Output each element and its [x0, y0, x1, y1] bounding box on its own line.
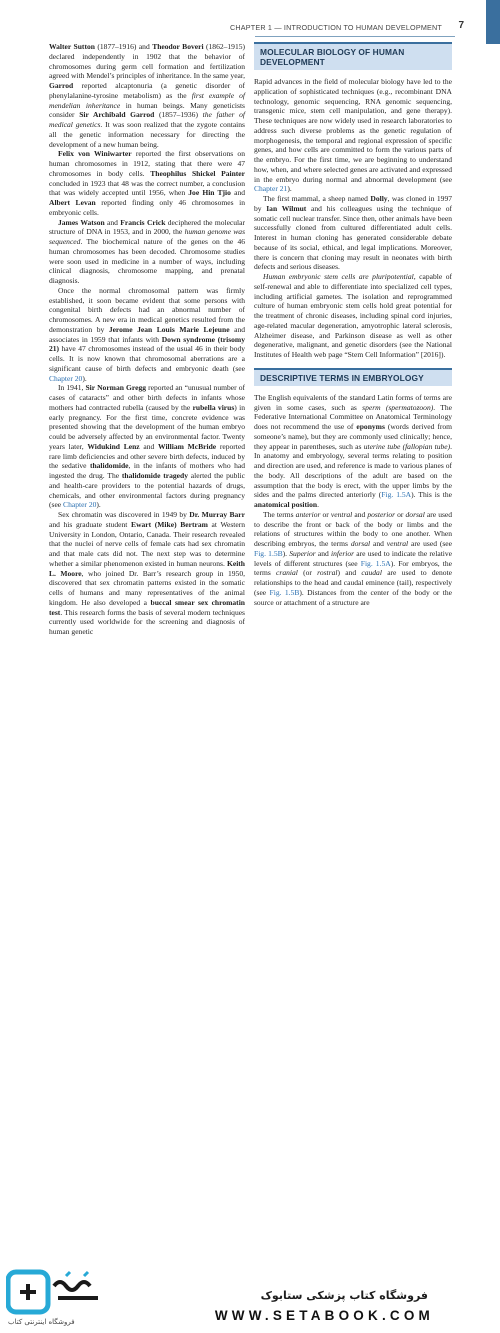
bold-term: eponyms — [356, 422, 385, 431]
bold-term: Walter Sutton — [49, 42, 95, 51]
cross-reference-link[interactable]: Fig. 1.5B — [269, 587, 300, 597]
bold-term: Keith L. Moore — [49, 558, 245, 578]
bold-term: Jerome Jean Louis Marie Lejeune — [108, 324, 230, 334]
bold-term: Theodor Boveri — [152, 42, 204, 51]
italic-term: Human embryonic stem cells are pluripotential — [263, 272, 414, 281]
italic-term: the father of medical genetics — [49, 110, 245, 129]
paragraph: The first mammal, a sheep named Dolly, was cloned in 1997 by Ian Wilmut and his colleagues using the technique of somatic cell nuclear transfer. Since then, other animals have been successfully cloned from cultured differentiated adult cells. Interest in human cloning has generated considerable debate because of its social, ethical, and legal implications. Moreover, there is concern that cloning may result in neonates with birth defects and serious diseases. — [254, 194, 452, 272]
page-footer — [0, 632, 500, 1326]
italic-term: posterior — [367, 509, 396, 519]
italic-term: first example of mendelian inheritance — [49, 90, 246, 110]
setabook-logo — [6, 1268, 114, 1328]
italic-term: dorsal — [350, 539, 371, 548]
bold-term: anatomical position — [254, 500, 318, 509]
cross-reference-link[interactable]: Chapter 20 — [63, 500, 97, 510]
store-url[interactable]: WWW.SETABOOK.COM — [214, 1308, 434, 1323]
bold-term: Felix von Winiwarter — [58, 149, 132, 159]
cross-reference-link[interactable]: Fig. 1.5A — [381, 490, 412, 500]
setabook-logo-graphic — [6, 1268, 114, 1328]
bold-term: buccal smear sex chromatin test — [49, 597, 245, 617]
bold-term: Francis Crick — [120, 217, 166, 227]
bold-term: William McBride — [158, 441, 217, 451]
bold-term: thalidomide tragedy — [121, 471, 188, 480]
italic-term: ventral — [386, 539, 409, 548]
italic-term: rostral — [317, 568, 338, 578]
header-accent-bar — [486, 0, 500, 44]
bold-term: Ewart (Mike) Bertram — [131, 519, 208, 529]
cross-reference-link[interactable]: Chapter 21 — [254, 184, 288, 194]
paragraph: Rapid advances in the field of molecular biology have led to the application of sophisticated techniques (e.g., recombinant DNA technology, genomic sequencing, RNA genomic sequencing, transgenic mice, stem cell manipulation, and gene therapy). These techniques are now widely used in research laboratories to address such diverse problems as the genetic regulation of morphogenesis, the temporal and regional expression of specific genes, and how cells are committed to form the various parts of the embryo. For the first time, we are beginning to understand how, when, and where selected genes are activated and expressed in the embryo during normal and abnormal development (see Chapter 21). — [254, 77, 452, 194]
section-heading-line: MOLECULAR BIOLOGY OF HUMAN — [260, 47, 405, 57]
paragraph: The terms anterior or ventral and posterior or dorsal are used to describe the front or back of the body or limbs and the relations of structures within the body to one another. When describing embryos, the terms dorsal and ventral are used (see Fig. 1.5B). Superior and inferior are used to indicate the relative levels of different structures (see Fig. 1.5A). For embryos, the terms cranial (or rostral) and caudal are used to denote relationships to the head and caudal eminence (tail), respectively (see Fig. 1.5B). Distances from the center of the body or the source or attachment of a structure are — [254, 509, 453, 607]
italic-term: sperm (spermatozoon) — [362, 402, 434, 412]
bold-term: Sir Norman Gregg — [85, 383, 147, 393]
paragraph: Human embryonic stem cells are pluripotential, capable of self-renewal and able to differentiate into specialized cell types, including artificial gametes. The isolation and reprogrammed culture of human embryonic stem cells hold great potential for the treatment of chronic diseases, including spinal cord injuries, age-related macular degeneration, amyotrophic lateral sclerosis, Alzheimer disease, and Parkinson disease as well as other degenerative, malignant, and genetic disorders (see the National Institutes of Health web page “Stem Cell Information” [2016]). — [254, 272, 452, 359]
italic-term: ventral — [330, 509, 353, 519]
page-header — [0, 0, 500, 34]
bold-term: Albert Levan — [49, 198, 96, 207]
section-heading-descriptive-terms: DESCRIPTIVE TERMS IN EMBRYOLOGY — [254, 368, 452, 386]
logo-subtitle: فروشگاه اینترنتی کتاب — [8, 1318, 75, 1326]
cross-reference-link[interactable]: Chapter 20 — [49, 373, 83, 383]
bold-term: Joe Hin Tjio — [188, 188, 231, 198]
bold-term: Theophilus Shickel Painter — [150, 168, 245, 178]
paragraph: James Watson and Francis Crick deciphered the molecular structure of DNA in 1953, and in 2000, the human genome was sequenced. The biochemical nature of the genes on the 46 human chromosomes has been decoded. Chromosome studies were soon used in medicine in a number of ways, including clinical diagnosis, chromosome mapping, and prenatal diagnosis. — [49, 217, 246, 285]
paragraph: Felix von Winiwarter reported the first observations on human chromosomes in 1912, stating that there were 47 chromosomes in body cells. Theophilus Shickel Painter concluded in 1923 that 48 was the correct number, a conclusion that was widely accepted until 1956, when Joe Hin Tjio and Albert Levan reported finding only 46 chromosomes in embryonic cells. — [49, 149, 245, 217]
bold-term: thalidomide — [89, 461, 129, 471]
bold-term: Garrod — [49, 81, 74, 90]
cross-reference-link[interactable]: Fig. 1.5B — [254, 548, 283, 558]
paragraph: Sex chromatin was discovered in 1949 by Dr. Murray Barr and his graduate student Ewart (Mike) Bertram at Western University in London, Ontario, Canada. Their research revealed that the nuclei of nerve cells of female cats had sex chromatin and that male cats did not. The next step was to determine whether a similar phenomenon existed in human neurons. Keith L. Moore, who joined Dr. Barr’s research group in 1950, discovered that sex chromatin patterns existed in the somatic cells of humans and many representatives of the animal kingdom. He also developed a buccal smear sex chromatin test. This research forms the basis of several modern techniques currently used worldwide for the screening and diagnosis of human genetic — [49, 510, 245, 636]
bold-term: Ian Wilmut — [266, 203, 307, 213]
bold-term: Down syndrome (trisomy 21) — [49, 334, 245, 354]
paragraph: Walter Sutton (1877–1916) and Theodor Boveri (1862–1915) declared independently in 1902 that the behavior of chromosomes during germ cell formation and fertilization agreed with Mendel’s principles of inheritance. In the same year, Garrod reported alcaptonuria (a genetic disorder of phenylalanine-tyrosine metabolism) as the first example of mendelian inheritance in human beings. Many geneticists consider Sir Archibald Garrod (1857–1936) the father of medical genetics. It was soon realized that the zygote contains all the genetic information necessary for directing the development of a new human being. — [49, 42, 246, 149]
italic-term: uterine tube (fallopian tube) — [363, 441, 451, 451]
italic-term: human genome was sequenced — [49, 227, 246, 246]
bold-term: Dolly — [370, 194, 388, 203]
section-heading-molecular-biology — [254, 42, 452, 70]
header-rule — [255, 36, 455, 37]
italic-term: cranial — [276, 568, 298, 578]
bold-term: Widukind Lenz — [87, 441, 140, 451]
cross-reference-link[interactable]: Fig. 1.5A — [360, 558, 391, 568]
italic-term: Superior — [289, 548, 316, 558]
right-column — [254, 42, 452, 607]
italic-term: caudal — [361, 568, 382, 578]
left-column — [49, 42, 245, 637]
page-number: 7 — [458, 20, 464, 31]
bold-term: James Watson — [58, 217, 105, 227]
paragraph: Once the normal chromosomal pattern was firmly established, it soon became evident that some persons with congenital birth defects had an abnormal number of chromosomes. A new era in medical genetics resulted from the demonstration by Jerome Jean Louis Marie Lejeune and associates in 1959 that infants with Down syndrome (trisomy 21) have 47 chromosomes instead of the usual 46 in their body cells. It is now known that chromosomal aberrations are a significant cause of birth defects and embryonic death (see Chapter 20). — [49, 285, 245, 383]
italic-term: inferior — [331, 548, 355, 558]
paragraph: In 1941, Sir Norman Gregg reported an “unusual number of cases of cataracts” and other birth defects in infants whose mothers had contracted rubella (caused by the rubella virus) in early pregnancy. For the first time, concrete evidence was presented showing that the development of the human embryo could be adversely affected by an environmental factor. Twenty years later, Widukind Lenz and William McBride reported rare limb deficiencies and other severe birth defects, induced by the sedative thalidomide, in the infants of mothers who had ingested the drug. The thalidomide tragedy alerted the public and health-care providers to the potential hazards of drugs, chemicals, and other environmental factors during pregnancy (see Chapter 20). — [49, 383, 246, 510]
section-heading-line: DEVELOPMENT — [260, 57, 325, 67]
paragraph: The English equivalents of the standard Latin forms of terms are given in some cases, such as sperm (spermatozoon). The Federative International Committee on Anatomical Terminology does not recommend the use of eponyms (words derived from someone’s name), but they are commonly used clinically; hence, they appear in parentheses, such as uterine tube (fallopian tube). In anatomy and embryology, several terms relating to position and direction are used, and reference is made to various planes of the body. All descriptions of the adult are based on the assumption that the body is erect, with the upper limbs by the sides and the palms directed anteriorly (Fig. 1.5A). This is the anatomical position. — [254, 392, 452, 509]
bold-term: Dr. Murray Barr — [189, 510, 245, 519]
bold-term: rubella virus — [192, 402, 235, 412]
store-name: فروشگاه کتاب پزشکی ستابوک — [260, 1289, 428, 1302]
italic-term: anterior — [295, 509, 321, 519]
chapter-title: CHAPTER 1 — INTRODUCTION TO HUMAN DEVELOPMENT — [229, 23, 442, 32]
bold-term: Sir Archibald Garrod — [79, 110, 155, 120]
italic-term: dorsal — [405, 509, 425, 519]
